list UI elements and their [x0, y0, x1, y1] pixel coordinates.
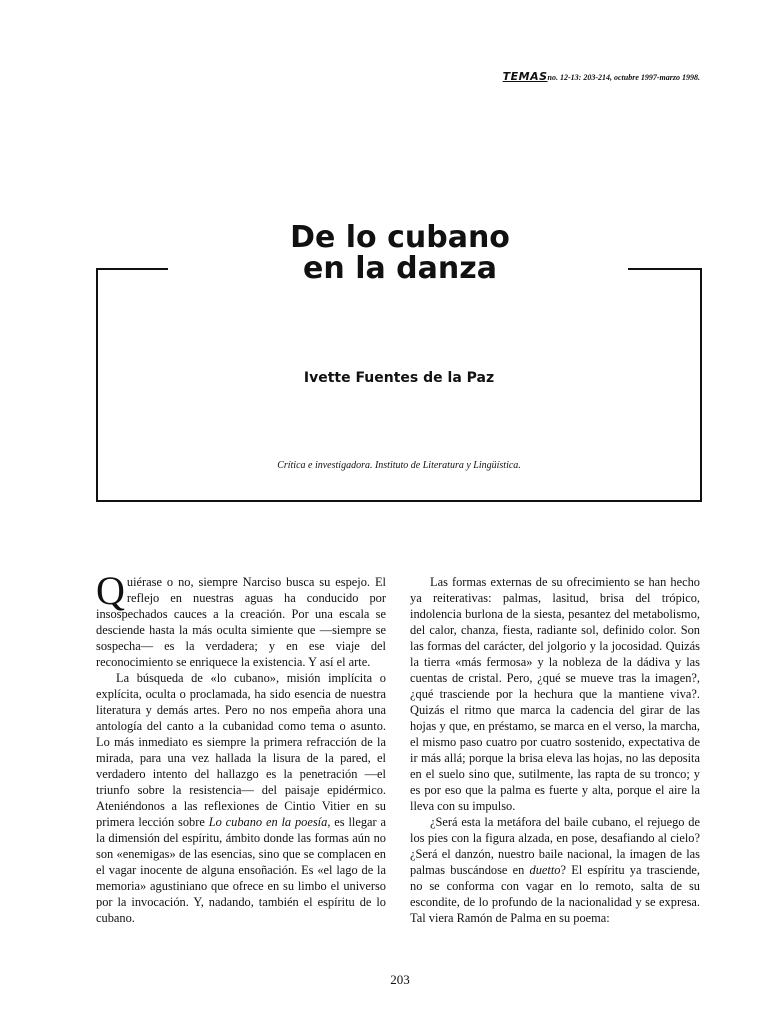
author-name: Ivette Fuentes de la Paz [303, 370, 495, 386]
work-title: Lo cubano en la poesía, [208, 815, 331, 829]
paragraph: Las formas externas de su ofrecimiento se han hecho ya reiterativas: palmas, lasitud, brisa del trópico, indolencia burlona de la siesta, pesantez del metabolismo, del calor, chanza, fiesta, radiante sol, definido color. Son las formas del carácter, del jolgorio y la jocosidad. Quizás la tierra «más fermosa» y la nobleza de la dádiva y las cuentas de cristal. Pero, ¿qué se mueve tras la imagen?, ¿qué trasciende por la hechura que la mantiene viva?. Quizás el ritmo que marca la cadencia del girar de las hojas y que, en préstamo, se marca en el verso, la marcha, el mismo paso cuatro por cuatro sostenido, expectativa de ir más allá; porque la brisa eleva las hojas, no las deposita en el suelo sino que, sutilmente, las rapta de su tronco; y es por eso que la palma es fuerte y alta, porque el aire la lleva con su impulso. [410, 575, 700, 813]
journal-name: TEMAS [502, 70, 548, 83]
paragraph-text: es llegar a la dimensión del espíritu, ámbito donde las formas aún no son «enemigas» de las esencias, sino que se complacen en el vagar inocente de alguna ensoñación. Es «el lago de la memoria» agustiniano que ofrece en su limbo el universo por la invocación. Y, nadando, también el espíritu de lo cubano. [96, 815, 386, 925]
italic-term: duetto [529, 863, 561, 877]
right-column [410, 574, 700, 926]
paragraph-text: uiérase o no, siempre Narciso busca su espejo. El reflejo en nuestras aguas ha conducido por insospechados cauces a la creación. Por una escala se desciende hasta la más oculta simiente que —siempre se sospecha— es la verdadera; y en ese viaje del reconocimiento se enriquece la existencia. Y así el arte. [96, 575, 386, 669]
page-number: 203 [390, 972, 410, 987]
paragraph-text: La búsqueda de «lo cubano», misión implícita o explícita, oculta o proclamada, ha sido esencia de nuestra literatura y demás artes. Pero no nos empeña ahora una antología del canto a la cubanidad como tema o asunto. Lo más inmediato es siempre la primera refracción de la mirada, para una vez hallada la lisura de la pared, el verdadero intento del hallazgo es la penetración —el triunfo sobre la resistencia— del paisaje epidérmico. Ateniéndonos a las reflexiones de Cintio Vitier en su primera lección sobre [96, 671, 386, 829]
paragraph-text: ¿Será esta la metáfora del baile cubano, el rejuego de los pies con la figura alzada, en pose, desafiando al cielo? ¿Será el danzón, nuestro baile nacional, la imagen de las palmas buscándose en [410, 815, 700, 877]
paragraph [96, 670, 386, 926]
running-header [380, 70, 700, 83]
citation: no. 12-13: 203-214, octubre 1997-marzo 1998. [547, 73, 700, 82]
author-affiliation: Crítica e investigadora. Instituto de Literatura y Lingüística. [277, 460, 521, 471]
title-line-2: en la danza [303, 251, 497, 286]
frame-top-left-rule [96, 268, 168, 270]
left-column [96, 568, 386, 926]
frame-top-right-rule [628, 268, 700, 270]
title-line-1: De lo cubano [290, 220, 510, 255]
paragraph [96, 568, 386, 670]
paragraph-text: ? El espíritu ya trasciende, no se conforma con vagar en lo remoto, salta de su escondite, de lo profundo de la nacionalidad y se expresa. Tal viera Ramón de Palma en su poema: [410, 863, 700, 925]
paragraph [410, 814, 700, 926]
drop-cap: Q [96, 568, 125, 613]
